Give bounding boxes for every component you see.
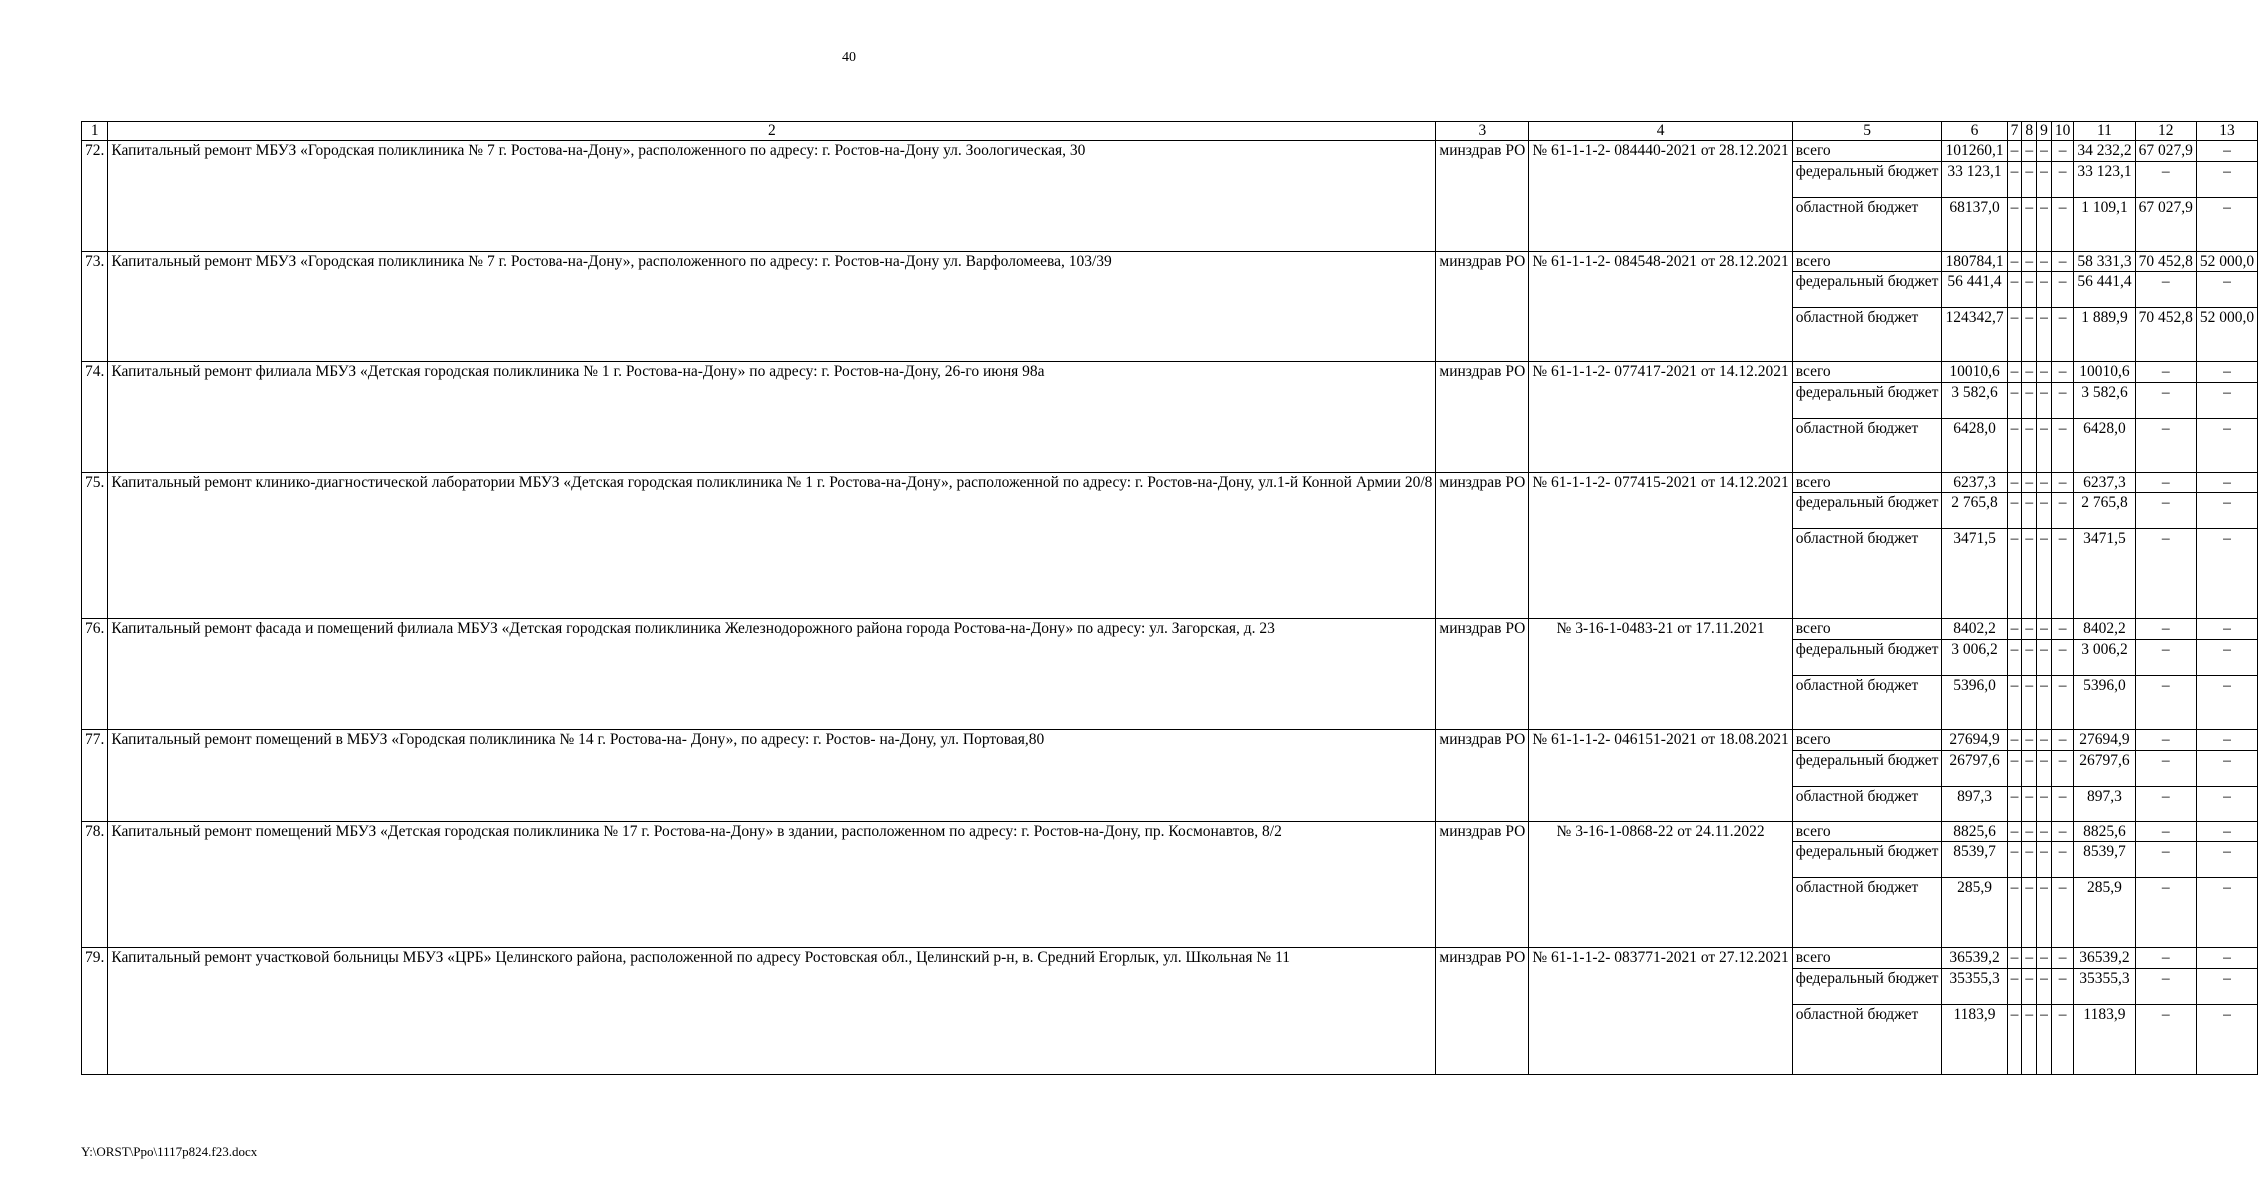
column-header: 8	[2022, 122, 2037, 141]
column-header: 13	[2196, 122, 2257, 141]
value-cell-c9: –	[2037, 362, 2052, 383]
customer-cell: минздрав РО	[1436, 362, 1529, 473]
customer-cell: минздрав РО	[1436, 251, 1529, 362]
value-cell-c8: –	[2022, 729, 2037, 750]
value-cell-c10: –	[2051, 141, 2074, 162]
value-cell-c11: 8539,7	[2074, 842, 2135, 878]
value-cell-c6: 8539,7	[1942, 842, 2007, 878]
value-cell-c7: –	[2007, 842, 2022, 878]
value-cell-c11: 58 331,3	[2074, 251, 2135, 272]
value-cell-c10: –	[2051, 382, 2074, 418]
value-cell-c10: –	[2051, 472, 2074, 493]
value-cell-c11: 3471,5	[2074, 529, 2135, 619]
value-cell-c13: 52 000,0	[2196, 251, 2257, 272]
value-cell-c9: –	[2037, 729, 2052, 750]
funding-source: федеральный бюджет	[1792, 750, 1942, 786]
value-cell-c12: 70 452,8	[2135, 308, 2196, 362]
document-cell: № 61-1-1-2- 083771-2021 от 27.12.2021	[1529, 948, 1792, 1075]
value-cell-c11: 6428,0	[2074, 418, 2135, 472]
value-cell-c13: –	[2196, 529, 2257, 619]
value-cell-c7: –	[2007, 948, 2022, 969]
value-cell-c7: –	[2007, 362, 2022, 383]
value-cell-c12: 70 452,8	[2135, 251, 2196, 272]
value-cell-c13: –	[2196, 821, 2257, 842]
value-cell-c12: –	[2135, 948, 2196, 969]
value-cell-c8: –	[2022, 786, 2037, 821]
value-cell-c6: 10010,6	[1942, 362, 2007, 383]
value-cell-c6: 8825,6	[1942, 821, 2007, 842]
value-cell-c7: –	[2007, 529, 2022, 619]
value-cell-c11: 3 582,6	[2074, 382, 2135, 418]
value-cell-c9: –	[2037, 197, 2052, 251]
value-cell-c10: –	[2051, 821, 2074, 842]
value-cell-c8: –	[2022, 362, 2037, 383]
value-cell-c10: –	[2051, 251, 2074, 272]
table-body	[82, 141, 2258, 1075]
value-cell-c8: –	[2022, 619, 2037, 640]
row-number: 75.	[82, 472, 108, 619]
funding-source: областной бюджет	[1792, 308, 1942, 362]
column-header: 5	[1792, 122, 1942, 141]
value-cell-c11: 56 441,4	[2074, 272, 2135, 308]
customer-cell: минздрав РО	[1436, 141, 1529, 252]
row-number: 77.	[82, 729, 108, 821]
row-number: 72.	[82, 141, 108, 252]
value-cell-c10: –	[2051, 750, 2074, 786]
value-cell-c8: –	[2022, 251, 2037, 272]
value-cell-c12: –	[2135, 786, 2196, 821]
value-cell-c12: –	[2135, 639, 2196, 675]
value-cell-c13: –	[2196, 418, 2257, 472]
funding-source: всего	[1792, 472, 1942, 493]
value-cell-c13: –	[2196, 161, 2257, 197]
customer-cell: минздрав РО	[1436, 619, 1529, 730]
value-cell-c9: –	[2037, 968, 2052, 1004]
table-row	[82, 948, 2258, 969]
value-cell-c9: –	[2037, 1004, 2052, 1074]
table-row	[82, 729, 2258, 750]
value-cell-c11: 27694,9	[2074, 729, 2135, 750]
value-cell-c6: 2 765,8	[1942, 493, 2007, 529]
column-header: 2	[108, 122, 1436, 141]
value-cell-c11: 1183,9	[2074, 1004, 2135, 1074]
column-header: 6	[1942, 122, 2007, 141]
value-cell-c11: 285,9	[2074, 878, 2135, 948]
customer-cell: минздрав РО	[1436, 821, 1529, 948]
value-cell-c6: 1183,9	[1942, 1004, 2007, 1074]
value-cell-c10: –	[2051, 308, 2074, 362]
column-header: 3	[1436, 122, 1529, 141]
value-cell-c9: –	[2037, 308, 2052, 362]
value-cell-c7: –	[2007, 251, 2022, 272]
value-cell-c10: –	[2051, 842, 2074, 878]
value-cell-c8: –	[2022, 842, 2037, 878]
value-cell-c11: 34 232,2	[2074, 141, 2135, 162]
header-row	[82, 122, 2258, 141]
funding-source: всего	[1792, 948, 1942, 969]
table-row	[82, 362, 2258, 383]
value-cell-c11: 1 889,9	[2074, 308, 2135, 362]
value-cell-c6: 897,3	[1942, 786, 2007, 821]
value-cell-c9: –	[2037, 382, 2052, 418]
value-cell-c9: –	[2037, 619, 2052, 640]
footer-file-path: Y:\ORST\Ppo\1117p824.f23.docx	[81, 1144, 258, 1159]
funding-source: областной бюджет	[1792, 418, 1942, 472]
value-cell-c7: –	[2007, 141, 2022, 162]
row-number: 79.	[82, 948, 108, 1075]
value-cell-c12: –	[2135, 842, 2196, 878]
value-cell-c12: –	[2135, 272, 2196, 308]
value-cell-c13: –	[2196, 141, 2257, 162]
value-cell-c8: –	[2022, 1004, 2037, 1074]
value-cell-c6: 3471,5	[1942, 529, 2007, 619]
value-cell-c6: 33 123,1	[1942, 161, 2007, 197]
value-cell-c6: 35355,3	[1942, 968, 2007, 1004]
row-number: 73.	[82, 251, 108, 362]
value-cell-c13: –	[2196, 878, 2257, 948]
value-cell-c9: –	[2037, 141, 2052, 162]
value-cell-c6: 27694,9	[1942, 729, 2007, 750]
value-cell-c10: –	[2051, 729, 2074, 750]
value-cell-c9: –	[2037, 493, 2052, 529]
table-header	[82, 122, 2258, 141]
funding-source: областной бюджет	[1792, 197, 1942, 251]
value-cell-c6: 285,9	[1942, 878, 2007, 948]
value-cell-c11: 6237,3	[2074, 472, 2135, 493]
value-cell-c10: –	[2051, 675, 2074, 729]
value-cell-c13: –	[2196, 272, 2257, 308]
value-cell-c12: –	[2135, 161, 2196, 197]
value-cell-c6: 36539,2	[1942, 948, 2007, 969]
column-header: 1	[82, 122, 108, 141]
value-cell-c13: –	[2196, 362, 2257, 383]
column-header: 12	[2135, 122, 2196, 141]
value-cell-c12: –	[2135, 493, 2196, 529]
value-cell-c11: 3 006,2	[2074, 639, 2135, 675]
value-cell-c9: –	[2037, 948, 2052, 969]
value-cell-c12: –	[2135, 675, 2196, 729]
funding-source: областной бюджет	[1792, 675, 1942, 729]
value-cell-c7: –	[2007, 308, 2022, 362]
value-cell-c7: –	[2007, 786, 2022, 821]
value-cell-c10: –	[2051, 161, 2074, 197]
value-cell-c13: –	[2196, 1004, 2257, 1074]
document-cell: № 61-1-1-2- 046151-2021 от 18.08.2021	[1529, 729, 1792, 821]
value-cell-c6: 6428,0	[1942, 418, 2007, 472]
value-cell-c13: –	[2196, 382, 2257, 418]
value-cell-c7: –	[2007, 968, 2022, 1004]
value-cell-c13: –	[2196, 197, 2257, 251]
value-cell-c7: –	[2007, 1004, 2022, 1074]
value-cell-c6: 124342,7	[1942, 308, 2007, 362]
value-cell-c7: –	[2007, 197, 2022, 251]
value-cell-c12: –	[2135, 968, 2196, 1004]
value-cell-c13: –	[2196, 842, 2257, 878]
row-number: 76.	[82, 619, 108, 730]
customer-cell: минздрав РО	[1436, 948, 1529, 1075]
document-cell: № 61-1-1-2- 077415-2021 от 14.12.2021	[1529, 472, 1792, 619]
value-cell-c6: 56 441,4	[1942, 272, 2007, 308]
value-cell-c11: 1 109,1	[2074, 197, 2135, 251]
funding-source: федеральный бюджет	[1792, 968, 1942, 1004]
funding-source: федеральный бюджет	[1792, 161, 1942, 197]
document-cell: № 3-16-1-0483-21 от 17.11.2021	[1529, 619, 1792, 730]
value-cell-c9: –	[2037, 821, 2052, 842]
value-cell-c10: –	[2051, 362, 2074, 383]
funding-source: областной бюджет	[1792, 529, 1942, 619]
value-cell-c8: –	[2022, 308, 2037, 362]
funding-source: всего	[1792, 729, 1942, 750]
value-cell-c10: –	[2051, 878, 2074, 948]
value-cell-c12: –	[2135, 750, 2196, 786]
value-cell-c9: –	[2037, 161, 2052, 197]
value-cell-c11: 36539,2	[2074, 948, 2135, 969]
value-cell-c12: –	[2135, 1004, 2196, 1074]
value-cell-c8: –	[2022, 272, 2037, 308]
value-cell-c9: –	[2037, 750, 2052, 786]
object-name: Капитальный ремонт помещений в МБУЗ «Городская поликлиника № 14 г. Ростова-на- Дону», по адресу: г. Ростов- на-Дону, ул. Портовая,80	[108, 729, 1436, 821]
value-cell-c11: 5396,0	[2074, 675, 2135, 729]
funding-source: федеральный бюджет	[1792, 272, 1942, 308]
value-cell-c7: –	[2007, 878, 2022, 948]
value-cell-c13: –	[2196, 948, 2257, 969]
document-cell: № 61-1-1-2- 084548-2021 от 28.12.2021	[1529, 251, 1792, 362]
document-cell: № 61-1-1-2- 077417-2021 от 14.12.2021	[1529, 362, 1792, 473]
value-cell-c10: –	[2051, 529, 2074, 619]
funding-source: всего	[1792, 619, 1942, 640]
value-cell-c10: –	[2051, 786, 2074, 821]
value-cell-c8: –	[2022, 141, 2037, 162]
value-cell-c6: 3 006,2	[1942, 639, 2007, 675]
value-cell-c12: –	[2135, 878, 2196, 948]
value-cell-c11: 33 123,1	[2074, 161, 2135, 197]
value-cell-c8: –	[2022, 529, 2037, 619]
object-name: Капитальный ремонт фасада и помещений филиала МБУЗ «Детская городская поликлиника Железнодорожного района города Ростова-на-Дону» по адресу: ул. Загорская, д. 23	[108, 619, 1436, 730]
value-cell-c6: 68137,0	[1942, 197, 2007, 251]
value-cell-c7: –	[2007, 619, 2022, 640]
value-cell-c8: –	[2022, 821, 2037, 842]
value-cell-c13: –	[2196, 968, 2257, 1004]
funding-source: федеральный бюджет	[1792, 382, 1942, 418]
value-cell-c7: –	[2007, 161, 2022, 197]
value-cell-c7: –	[2007, 821, 2022, 842]
value-cell-c11: 35355,3	[2074, 968, 2135, 1004]
value-cell-c12: 67 027,9	[2135, 141, 2196, 162]
customer-cell: минздрав РО	[1436, 729, 1529, 821]
value-cell-c11: 26797,6	[2074, 750, 2135, 786]
funding-source: всего	[1792, 251, 1942, 272]
column-header: 10	[2051, 122, 2074, 141]
value-cell-c12: –	[2135, 821, 2196, 842]
column-header: 7	[2007, 122, 2022, 141]
value-cell-c9: –	[2037, 251, 2052, 272]
column-header: 9	[2037, 122, 2052, 141]
funding-source: областной бюджет	[1792, 878, 1942, 948]
value-cell-c10: –	[2051, 197, 2074, 251]
value-cell-c6: 180784,1	[1942, 251, 2007, 272]
value-cell-c10: –	[2051, 418, 2074, 472]
value-cell-c12: –	[2135, 418, 2196, 472]
value-cell-c8: –	[2022, 750, 2037, 786]
object-name: Капитальный ремонт МБУЗ «Городская поликлиника № 7 г. Ростова-на-Дону», расположенного по адресу: г. Ростов-на-Дону ул. Зоологическая, 30	[108, 141, 1436, 252]
value-cell-c10: –	[2051, 619, 2074, 640]
value-cell-c6: 3 582,6	[1942, 382, 2007, 418]
value-cell-c8: –	[2022, 878, 2037, 948]
value-cell-c9: –	[2037, 418, 2052, 472]
column-header: 4	[1529, 122, 1792, 141]
value-cell-c7: –	[2007, 472, 2022, 493]
table-row	[82, 821, 2258, 842]
value-cell-c6: 8402,2	[1942, 619, 2007, 640]
table-row	[82, 619, 2258, 640]
value-cell-c6: 5396,0	[1942, 675, 2007, 729]
value-cell-c8: –	[2022, 418, 2037, 472]
value-cell-c8: –	[2022, 161, 2037, 197]
value-cell-c8: –	[2022, 948, 2037, 969]
value-cell-c12: –	[2135, 729, 2196, 750]
funding-source: всего	[1792, 362, 1942, 383]
value-cell-c13: –	[2196, 786, 2257, 821]
value-cell-c11: 10010,6	[2074, 362, 2135, 383]
value-cell-c13: –	[2196, 639, 2257, 675]
value-cell-c13: –	[2196, 493, 2257, 529]
value-cell-c6: 6237,3	[1942, 472, 2007, 493]
funding-source: областной бюджет	[1792, 1004, 1942, 1074]
value-cell-c8: –	[2022, 382, 2037, 418]
value-cell-c8: –	[2022, 639, 2037, 675]
value-cell-c9: –	[2037, 878, 2052, 948]
row-number: 74.	[82, 362, 108, 473]
funding-source: федеральный бюджет	[1792, 493, 1942, 529]
value-cell-c6: 101260,1	[1942, 141, 2007, 162]
value-cell-c13: –	[2196, 729, 2257, 750]
value-cell-c9: –	[2037, 639, 2052, 675]
value-cell-c11: 8402,2	[2074, 619, 2135, 640]
value-cell-c8: –	[2022, 493, 2037, 529]
value-cell-c11: 2 765,8	[2074, 493, 2135, 529]
value-cell-c10: –	[2051, 493, 2074, 529]
value-cell-c7: –	[2007, 729, 2022, 750]
column-header: 11	[2074, 122, 2135, 141]
document-cell: № 3-16-1-0868-22 от 24.11.2022	[1529, 821, 1792, 948]
value-cell-c13: –	[2196, 619, 2257, 640]
value-cell-c8: –	[2022, 968, 2037, 1004]
value-cell-c9: –	[2037, 472, 2052, 493]
value-cell-c12: –	[2135, 362, 2196, 383]
value-cell-c11: 8825,6	[2074, 821, 2135, 842]
funding-source: всего	[1792, 141, 1942, 162]
object-name: Капитальный ремонт участковой больницы МБУЗ «ЦРБ» Целинского района, расположенной по адресу Ростовская обл., Целинский р-н, в. Средний Егорлык, ул. Школьная № 11	[108, 948, 1436, 1075]
value-cell-c9: –	[2037, 842, 2052, 878]
value-cell-c8: –	[2022, 675, 2037, 729]
value-cell-c7: –	[2007, 382, 2022, 418]
funding-source: федеральный бюджет	[1792, 639, 1942, 675]
value-cell-c8: –	[2022, 472, 2037, 493]
value-cell-c12: –	[2135, 619, 2196, 640]
value-cell-c11: 897,3	[2074, 786, 2135, 821]
value-cell-c7: –	[2007, 675, 2022, 729]
value-cell-c7: –	[2007, 418, 2022, 472]
value-cell-c10: –	[2051, 1004, 2074, 1074]
value-cell-c7: –	[2007, 272, 2022, 308]
value-cell-c7: –	[2007, 639, 2022, 675]
value-cell-c9: –	[2037, 529, 2052, 619]
value-cell-c7: –	[2007, 750, 2022, 786]
value-cell-c13: –	[2196, 675, 2257, 729]
value-cell-c12: –	[2135, 529, 2196, 619]
value-cell-c12: –	[2135, 472, 2196, 493]
object-name: Капитальный ремонт МБУЗ «Городская поликлиника № 7 г. Ростова-на-Дону», расположенного по адресу: г. Ростов-на-Дону ул. Варфоломеева, 103/39	[108, 251, 1436, 362]
object-name: Капитальный ремонт филиала МБУЗ «Детская городская поликлиника № 1 г. Ростова-на-Дону» по адресу: г. Ростов-на-Дону, 26-го июня 98а	[108, 362, 1436, 473]
value-cell-c12: –	[2135, 382, 2196, 418]
funding-source: федеральный бюджет	[1792, 842, 1942, 878]
table-row	[82, 141, 2258, 162]
funding-source: всего	[1792, 821, 1942, 842]
value-cell-c10: –	[2051, 948, 2074, 969]
value-cell-c9: –	[2037, 675, 2052, 729]
value-cell-c10: –	[2051, 272, 2074, 308]
row-number: 78.	[82, 821, 108, 948]
value-cell-c13: –	[2196, 472, 2257, 493]
value-cell-c9: –	[2037, 272, 2052, 308]
value-cell-c9: –	[2037, 786, 2052, 821]
value-cell-c10: –	[2051, 968, 2074, 1004]
document-cell: № 61-1-1-2- 084440-2021 от 28.12.2021	[1529, 141, 1792, 252]
value-cell-c8: –	[2022, 197, 2037, 251]
page-number: 40	[842, 50, 856, 65]
budget-table	[81, 121, 2258, 1075]
value-cell-c13: –	[2196, 750, 2257, 786]
value-cell-c10: –	[2051, 639, 2074, 675]
value-cell-c7: –	[2007, 493, 2022, 529]
object-name: Капитальный ремонт клинико-диагностической лаборатории МБУЗ «Детская городская поликлиника № 1 г. Ростова-на-Дону», расположенной по адресу: г. Ростов-на-Дону, ул.1-й Конной Армии 20/8	[108, 472, 1436, 619]
customer-cell: минздрав РО	[1436, 472, 1529, 619]
table-row	[82, 472, 2258, 493]
table-row	[82, 251, 2258, 272]
value-cell-c12: 67 027,9	[2135, 197, 2196, 251]
value-cell-c6: 26797,6	[1942, 750, 2007, 786]
object-name: Капитальный ремонт помещений МБУЗ «Детская городская поликлиника № 17 г. Ростова-на-Дону» в здании, расположенном по адресу: г. Ростов-на-Дону, пр. Космонавтов, 8/2	[108, 821, 1436, 948]
funding-source: областной бюджет	[1792, 786, 1942, 821]
value-cell-c13: 52 000,0	[2196, 308, 2257, 362]
